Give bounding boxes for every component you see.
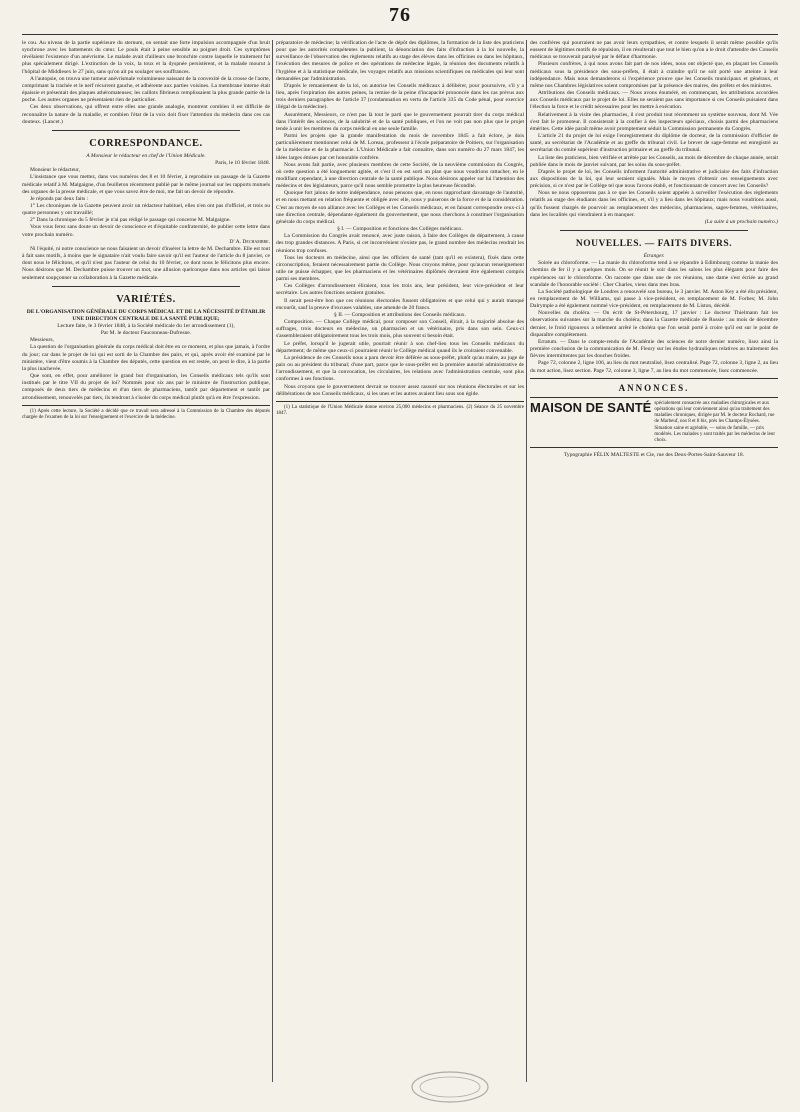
letter-text: L'insistance que vous mettez, dans vos numéros des 8 et 10 février, à reproduire un passage de la Gazette médicale relatif à M. Malgaigne, d'un feuilleton récemment publié par le même journal sur les rapports mutuels des organes de la presse médicale, et que vous savez être de moi, me fait un devoir de répondre. [22, 174, 270, 195]
article-text: D'après le remaniement de la loi, on autorise les Conseils médicaux à délibérer, pour poursuivre, s'il y a lieu, après l'expiration des autres peines, la remise de la peine d'incapacité prononcée dans les cas prévus aux trois derniers paragraphes de l'article 37 (condamnation en vertu de l'article 335 du Code pénal, pour exercice illégal de la médecine). [276, 82, 524, 111]
column-divider [526, 40, 527, 1082]
article-text: des confrères qui pourraient ne pas avoir leurs sympathies, et contre lesquels il serait même possible qu'ils eussent de légitimes motifs de répulsion, il en résulterait que tout le bien qu'on a le droit d'attendre des Conseils médicaux se trouverait paralysé par le défaut d'harmonie. [530, 40, 778, 61]
section-rule [52, 286, 240, 287]
section-rule [530, 397, 778, 398]
letter-text: Je réponds par deux faits : [30, 195, 89, 202]
continuation-note: (La suite à un prochain numéro.) [704, 218, 778, 225]
section-subtitle: Étranger. [643, 253, 665, 260]
article-text: Nous ne nous opposerons pas à ce que les Conseils soient appelés à surveiller l'exécution des règlements relatifs au stage des étudiants dans les officines, et, s'il y a lieu dans les hôpitaux; mais nous voudrions aussi, qu'ils fussent chargés de pourvoir au remplacement des médecins, pharmaciens, sages-femmes, vétérinaires, dans les localités qui viendraient à en manquer. [530, 190, 778, 218]
advertisement [530, 401, 778, 444]
footnote: (1) Après cette lecture, la Société a décidé que ce travail sera adressé à la Commission de la Chambre des députés chargée de l'examen de la loi sur l'enseignement et l'exercice de la médecine. [22, 408, 270, 420]
article-heading: DE L'ORGANISATION GÉNÉRALE DU CORPS MÉDICAL ET DE LA NÉCESSITÉ D'ÉTABLIR UNE DIRECTION CENTRALE DE LA SANTÉ PUBLIQUE; [26, 308, 266, 322]
article-text: Attributions des Conseils médicaux. — Nous avons énuméré, en commençant, les attributions accordées aux Conseils médicaux par le projet de loi. Elles ne seraient pas sans importance si ces Conseils puisaient dans l'élection la force et le crédit nécessaires pour les mettre à exécution. [530, 90, 778, 111]
article-text: Tous les docteurs en médecine, ainsi que les officiers de santé (tant qu'il en existera), fixés dans cette circonscription, feraient nécessairement partie du Collège. Nous croyons même, pour qu'aucun renseignement utile ne puisse échapper, que les pharmaciens et les vétérinaires diplômés devraient être également compris parmi ses membres. [276, 254, 524, 283]
library-stamp-icon [410, 1070, 490, 1104]
section-rule [52, 130, 240, 131]
section-heading: § I. — Composition et fonctions des Collèges médicaux. [337, 226, 463, 233]
article-text: La Commission du Congrès avait renoncé, avec juste raison, à faire des Collèges de département, à cause des trop grandes distances. A Paris, si cet inconvénient n'existe pas, le grand nombre des médecins rendrait les réunions trop confuses. [276, 233, 524, 254]
footnote-rule [276, 401, 524, 402]
article-text: Ces deux observations, qui offrent entre elles une grande analogie, montrent combien il est difficile de reconnaître la nature de la maladie, et combien l'état de la voix doit fixer l'attention du médecin dans ces cas douteux. (Lancet.) [22, 104, 270, 125]
section-rule [560, 230, 748, 231]
section-title-varietes: VARIÉTÉS. [116, 293, 176, 305]
article-subheading: Lecture faite, le 3 février 1848, à la Société médicale du 1er arrondissement (1), [57, 323, 235, 329]
section-rule [530, 447, 778, 448]
printer-imprint: Typographie FÉLIX MALTESTE et Cie, rue des Deux-Portes-Saint-Sauveur 18. [563, 452, 745, 459]
article-text: Relativement à la visite des pharmacies, il s'est produit tout récemment un système nouveau, dont M. Vée s'est fait le promoteur. Il consisterait à la confier à des inspecteurs spéciaux, choisis parmi des pharmaciens émérites. Cette idée paraît même avoir promptement séduit la Commission permanente du Congrès. [530, 111, 778, 132]
article-text: Que sont, en effet, pour améliorer le grand but d'organisation, les Conseils médicaux tels qu'ils sont institués par le titre VII du projet de loi? Nommés pour six ans par le ministre de l'instruction publique, composés de deux tiers de médecins et d'un tiers de pharmaciens, tantôt par département et tantôt par arrondissement, renouvelés par tiers, ils tendront à s'isoler du corps médical plutôt qu'à en être l'expression. [22, 373, 270, 401]
article-text: préparatoire de médecine; la vérification de l'acte de dépôt des diplômes, la formation de la liste des praticiens pour que les autorités compétentes la publient, la dénonciation des faits d'infraction à la loi nouvelle, la surveillance de l'observation des règlements relatifs au stage des élèves dans les officines ou dans les hôpitaux, l'exécution des mesures de police et des opérations de médecine légale, la réunion des documents relatifs à l'hygiène et à la statistique médicale, les voyages relatifs aux missions scientifiques ou médicales qui leur sont demandées par l'administration. [276, 40, 524, 82]
section-title-nouvelles: NOUVELLES. — FAITS DIVERS. [575, 239, 733, 250]
article-text: le cou. Au niveau de la partie supérieure du sternum, on sentait une forte impulsion accompagnée d'un bruit synchrone avec les battements du cœur. Le pouls était à peine sensible au poignet droit. Ces symptômes révélaient l'existence d'un anévrisme. Le malade avait d'ailleurs une bronchite contre laquelle le traitement fut plus spécialement dirigé. L'extinction de la voix, la toux et la dyspnée persistèrent, et la malade mourut à l'hôpital de Middlesex le 27 juin, sans qu'on ait pu soulager ses souffrances. [22, 40, 270, 75]
section-heading: § II. — Composition et attributions des Conseils médicaux. [334, 311, 466, 318]
article-salutation: Messieurs, [30, 337, 54, 344]
article-text: La présidence de ces Conseils nous a paru devoir être déférée au sous-préfet, plutôt qu'au maire, au juge de paix ou au président du tribunal; d'une part, parce que le sous-préfet est la première autorité administrative de l'arrondissement, et que la convocation, les circulaires, les relations avec l'administration centrale, sont plus conformes à ses fonctions. [276, 354, 524, 383]
article-text: Nous avons fait partie, avec plusieurs membres de cette Société, de la neuvième commission du Congrès, où cette question a été longuement agitée, et c'est il en est sorti un plan que nous voudrions rattacher, en le modifiant cependant, à une direction centrale de la santé publique. Nous désirons appeler sur lui l'attention des médecins et des législateurs, parce qu'il nous semble promettre la plus heureuse fécondité. [276, 161, 524, 190]
column-3 [530, 40, 778, 1108]
column-1 [22, 40, 270, 1080]
letter-address: A Monsieur le rédacteur en chef de l'Union Médicale. [86, 152, 206, 159]
news-item: Soirée au chloroforme. — La manie du chloroforme tend à se répandre à Edimbourg comme la manie des chemins de fer il y a quelques mois. On se réunit le soir dans les salons les plus élégants pour faire des expériences sur le chloroforme. On raconte que dans une de ces réunions, une dame s'est écriée au grand scandale de l'honorable société : Cher Charles, viens dans mes bras. [530, 260, 778, 288]
news-item: La Société pathologique de Londres a renouvelé son bureau, le 3 janvier. M. Aston Key a été élu président, en remplacement de M. Williams, qui passe à vice-président, en remplacement de M. Forbes; M. John Dalrymple a été également nommé vice-président, en remplacement de M. Liston, décédé. [530, 288, 778, 310]
erratum: Page 72, colonne 2, ligne 106, au lieu du mot neutralisé, lisez centralisé. Page 72, colonne 3, ligne 2, au lieu du mot action, lisez section. Page 72, colonne 3, ligne 7, au lieu du mot commencée, lisez commencée. [530, 360, 778, 374]
article-text: L'article 21 du projet de loi exige l'enregistrement du diplôme de docteur, de la commission d'officier de santé, au secrétariat de l'Académie et au greffe du tribunal civil. Le brevet de sage-femme est enregistré au secrétariat du comité supérieur d'instruction primaire et au greffe du tribunal. [530, 133, 778, 154]
letter-text: 2° Dans la chronique du 5 février je n'ai pas rédigé le passage qui concerne M. Malgaigne. [30, 217, 231, 224]
section-title-annonces: ANNONCES. [618, 382, 690, 393]
footnote-rule [22, 405, 270, 406]
article-text: Nous croyons que le gouvernement devrait se trouver assez rassuré sur nos réunions électorales et sur les délibérations de nos Conseils médicaux, si les unes et les autres avaient lieu sous son égide. [276, 383, 524, 397]
letter-text: 1° Les chroniques de la Gazette peuvent avoir un rédacteur habituel, elles n'en ont pas d'officiel, et trois ou quatre personnes y ont travaillé; [22, 202, 270, 217]
article-text: Quoique fort jaloux de notre indépendance, nous pensons que, en nous rapprochant davantage de l'autorité, et en nous mettant en relation fréquente et obligée avec elle, nous y puiserons de la force et de la considération. C'est au moyen de son alliance avec les Collèges et les Conseils médicaux, et en faisant correspondre ceux-ci à une direction centrale, dépendante également du gouvernement, que nous cherchons à constituer l'organisation générale du corps médical. [276, 190, 524, 225]
article-text: Composition. — Chaque Collège médical, pour composer son Conseil, élirait, à la majorité absolue des suffrages, trois docteurs en médecine, un pharmacien et un vétérinaire, pris dans son sein. Ceux-ci s'assembleraient obligatoirement tous les trois mois, plus souvent si besoin était. [276, 319, 524, 340]
article-author: Par M. le docteur Fauconneau-Dufresne. [100, 330, 192, 337]
article-text: Parmi les projets que la grande manifestation du mois de novembre 1845 a fait éclore, je dois particulièrement mentionner celui de M. Loreau, professeur à l'école préparatoire de Poitiers, sur l'organisation de la médecine et de la pharmacie. L'Union Médicale a fait connaître, dans son numéro du 27 mars 1847, les idées larges émises par cet honorable confrère. [276, 133, 524, 161]
article-text: Ces Collèges d'arrondissement éliraient, tous les trois ans, leur président, leur vice-président et leur secrétaire. Les autres fonctions seraient gratuites. [276, 283, 524, 297]
erratum: Erratum. — Dans le compte-rendu de l'Académie des sciences de notre dernier numéro, lisez ainsi la première conclusion de la communication de M. Fleury sur les études hydrauliques relatives au traitement des fièvres intermittentes par les douches froides. [530, 338, 778, 360]
letter-date: Paris, le 10 février 1848. [215, 160, 270, 167]
article-text: Le préfet, lorsqu'il le jugerait utile, pourrait réunir à son chef-lieu tous les Conseils médicaux du département; de même que ceux-ci pourraient réunir le Collège médical quand ils le croiraient convenable. [276, 340, 524, 354]
article-text: A l'autopsie, on trouva une tumeur anévrismale volumineuse naissant de la convexité de la crosse de l'aorte, comprimant la trachée et le nerf récurrent gauche, et adhérente aux parties voisines. La membrane interne était épaissie et présentait des plaques athéromateuses; les caillots fibrineux remplissaient la plus grande partie de la poche. Les autres organes ne présentaient rien de particulier. [22, 75, 270, 104]
column-divider [272, 40, 273, 1082]
advertisement-title: MAISON DE SANTÉ [530, 399, 652, 415]
section-title-correspondance: CORRESPONDANCE. [89, 137, 203, 149]
page-number: 76 [389, 4, 411, 26]
section-rule [530, 378, 778, 379]
article-text: La question de l'organisation générale du corps médical doit être en ce moment, et plus que jamais, à l'ordre du jour; car dans le projet de loi qui est sorti de la Chambre des pairs, et qui, après avoir été examiné par le ministère, vient d'être soumis à la Chambre des députés, cette question en est restée, on peut le dire, à la partie la plus inachevée. [22, 344, 270, 372]
editor-reply: Ni l'équité, ni notre conscience ne nous faisaient un devoir d'insérer la lettre de M. Dechambre. Elle est tout à fait sans motifs, à moins que le signataire n'ait voulu faire savoir qu'il est l'auteur de l'article du 8 janvier, ce dont nous le félicitons, et qu'il n'est pas l'auteur de celui du 10 février, ce dont nous le félicitons plus encore. Nous désirons que M. Dechambre puisse trouver un mot, une allusion quelconque dans nos articles qui laisse seulement soupçonner sa collaboration à la Gazette médicale. [22, 245, 270, 281]
letter-signature: D' A. Dechambre. [229, 238, 270, 245]
article-text: Plusieurs confrères, à qui nous avons fait part de nos idées, nous ont objecté que, en plaçant les Conseils médicaux sous la présidence des sous-préfets, il était à craindre qu'il ne soit porté une atteinte à leur indépendance. Mais nous demanderons si l'expérience prouve que les Conseils municipaux et généraux, et même nos Chambres législatives soient compromises par la présence des maires, des préfets et des ministres. [530, 61, 778, 89]
article-text: La liste des praticiens, bien vérifiée et arrêtée par les Conseils, au mois de décembre de chaque année, serait publiée dans le mois de janvier suivant, par les soins du sous-préfet. [530, 154, 778, 168]
article-text: Assurément, Messieurs, ce n'est pas là tout le parti que le gouvernement pourrait tirer du corps médical dans l'intérêt des sciences, de la salubrité et de la santé publiques, et l'on ne voit pas non plus que le projet tende à unir les membres du corps médical en une seule famille. [276, 111, 524, 132]
news-item: Nouvelles du choléra. — On écrit de St-Pétersbourg, 17 janvier : Le docteur Thielmann fait les observations suivantes sur la marche du choléra; dans la Gazette médicale de Russie : au mois de décembre dernier, le froid rigoureux a tellement arrêté le choléra que l'on serait porté à croire qu'il est sur le point de disparaître complètement. [530, 310, 778, 338]
article-text: Il serait peut-être bon que ces réunions électorales fussent obligatoires et que celui qui y aurait manqué encourût, sauf la preuve d'excuses valables, une amende de 20 francs. [276, 297, 524, 311]
header-rule [22, 34, 778, 35]
column-2 [276, 40, 524, 1080]
footnote: (1) La statistique de l'Union Médicale donne environ 25,000 médecins et pharmaciens. (2) Séance du 25 novembre 1847. [276, 404, 524, 417]
advertisement-text: spécialement consacrée aux maladies chirurgicales et aux opérations qui leur conviennent ainsi qu'au traitement des maladies chroniques, dirigée par M. le docteur Rochard, rue de Marbeuf, nos 8 et 8 bis, près les Champs-Élysées. Situation saine et agréable, — soins de famille, — prix modérés. Les malades y sont traités par les médecins de leur choix. [654, 400, 775, 443]
letter-text: Vous vous ferez sans doute un devoir de conscience et d'équitable confraternité, de publier cette lettre dans votre prochain numéro. [22, 224, 270, 238]
article-text: D'après le projet de loi, les Conseils informent l'autorité administrative et judiciaire des faits d'infraction aux dispositions de la loi, qui leur seraient signalés. Mais le moyen d'obtenir ces renseignements avec précision, si ce n'est par le Collège tel que nous l'avons établi, et fonctionnant de concert avec les Conseils? [530, 168, 778, 190]
letter-salutation: Monsieur le rédacteur, [30, 167, 80, 174]
